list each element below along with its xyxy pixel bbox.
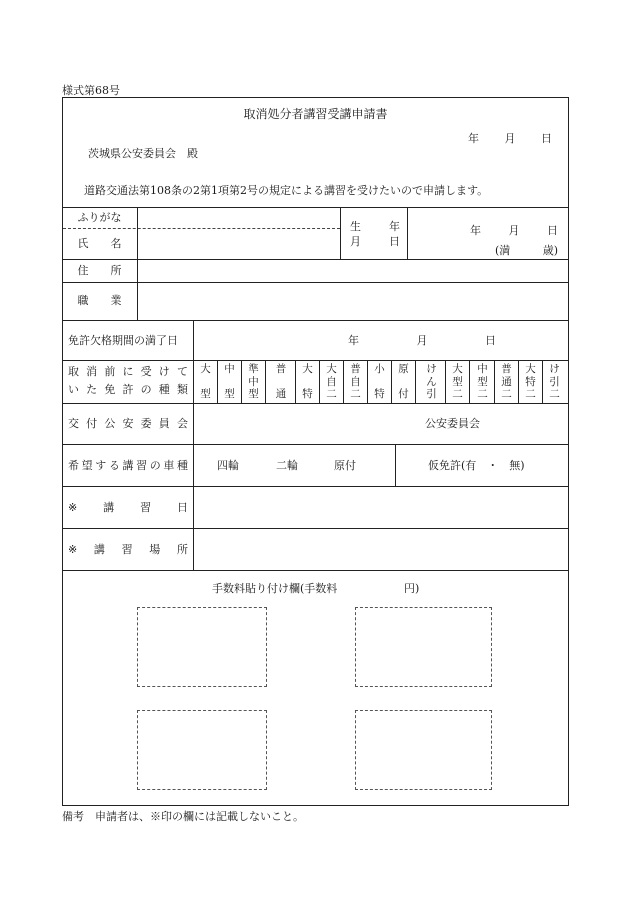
license-type-13[interactable]: 大 特 二 <box>525 363 536 400</box>
stamp-box[interactable] <box>355 710 492 790</box>
form-title: 取消処分者講習受講申請書 <box>243 107 388 121</box>
divider <box>62 403 569 404</box>
birth-year-label: 年 <box>470 224 481 237</box>
addressee: 茨城県公安委員会 殿 <box>88 147 198 160</box>
submission-date[interactable] <box>468 133 552 144</box>
fee-section-title: 手数料貼り付け欄(手数料 <box>212 582 338 595</box>
divider-vertical <box>469 360 470 403</box>
divider-vertical <box>241 360 242 403</box>
divider <box>62 360 569 361</box>
divider-vertical <box>319 360 320 403</box>
license-type-1[interactable]: 中 型 <box>224 363 235 400</box>
address-field[interactable] <box>138 260 568 282</box>
divider <box>62 320 569 321</box>
divider-vertical <box>445 360 446 403</box>
divider-vertical <box>193 320 194 570</box>
license-type-12[interactable]: 普 通 二 <box>501 363 512 400</box>
occupation-field[interactable] <box>138 283 568 320</box>
divider-vertical <box>518 360 519 403</box>
divider-vertical <box>265 360 266 403</box>
license-type-9[interactable]: け ん 引 <box>426 363 437 400</box>
divider-vertical <box>340 207 341 259</box>
license-type-2[interactable]: 準 中 型 <box>248 363 259 400</box>
divider-vertical <box>367 360 368 403</box>
submission-day-label: 日 <box>541 132 552 145</box>
issuing-commission-label: 交 付 公 安 委 員 会 <box>68 417 188 430</box>
occupation-label: 職 業 <box>77 294 122 307</box>
form-number: 様式第68号 <box>62 84 120 97</box>
statement: 道路交通法第108条の2第1項第2号の規定による講習を受けたいので申請します。 <box>84 184 489 197</box>
divider-vertical <box>542 360 543 403</box>
stamp-box[interactable] <box>355 607 492 687</box>
disqualification-end-label: 免許欠格期間の満了日 <box>68 334 178 347</box>
divider-vertical <box>407 207 408 259</box>
desired-vehicle-label: 希 望 す る 講 習 の 車 種 <box>68 459 188 472</box>
lecture-place-field[interactable] <box>195 529 567 569</box>
age-close: 歳) <box>542 244 558 257</box>
license-type-3[interactable]: 普 通 <box>275 363 287 400</box>
address-label: 住 所 <box>77 264 122 277</box>
divider <box>62 444 569 445</box>
disqualification-end-date[interactable]: 年 月 日 <box>348 334 496 347</box>
stamp-box[interactable] <box>137 607 267 687</box>
submission-month-label: 月 <box>504 132 516 145</box>
note: 備考 申請者は、※印の欄には記載しないこと。 <box>62 810 304 823</box>
birth-month-label: 月 <box>508 224 520 237</box>
divider <box>62 570 569 571</box>
age-open: (満 <box>495 244 511 257</box>
fee-section-unit: 円) <box>404 582 420 595</box>
lecture-date-field[interactable] <box>195 487 567 527</box>
age-field[interactable] <box>495 245 558 256</box>
license-type-6[interactable]: 普 自 二 <box>350 363 361 400</box>
license-type-5[interactable]: 大 自 二 <box>326 363 337 400</box>
license-type-8[interactable]: 原 付 <box>398 363 409 400</box>
divider-vertical <box>391 360 392 403</box>
lecture-place-label: ※ 講 習 場 所 <box>68 543 188 556</box>
name-field[interactable] <box>138 229 339 258</box>
lecture-date-label: ※ 講 習 日 <box>68 501 188 514</box>
prior-license-label-line2: い た 免 許 の 種 類 <box>68 383 188 396</box>
prior-license-label-line1: 取 消 前 に 受 け て <box>68 365 188 378</box>
license-type-11[interactable]: 中 型 二 <box>477 363 488 400</box>
vehicle-option-four-wheel[interactable]: 四輪 <box>217 459 239 472</box>
divider-vertical <box>343 360 344 403</box>
name-label: 氏 名 <box>77 237 122 250</box>
issuing-commission-value[interactable]: 公安委員会 <box>425 417 480 430</box>
vehicle-option-moped[interactable]: 原付 <box>334 459 356 472</box>
form-frame <box>62 97 569 806</box>
birth-day-label: 日 <box>547 224 558 237</box>
divider-vertical <box>415 360 416 403</box>
divider-vertical <box>395 444 396 486</box>
divider-vertical <box>494 360 495 403</box>
birth-label-top: 生 年 <box>350 220 400 233</box>
divider-vertical <box>217 360 218 403</box>
divider-vertical <box>295 360 296 403</box>
birth-label-bottom: 月 日 <box>350 235 400 248</box>
birth-date-field[interactable] <box>470 225 558 236</box>
license-type-0[interactable]: 大 型 <box>200 363 211 400</box>
license-type-7[interactable]: 小 特 <box>374 363 385 400</box>
furigana-field[interactable] <box>138 208 339 228</box>
stamp-box[interactable] <box>137 710 267 790</box>
provisional-license-option[interactable]: 仮免許(有 ・ 無) <box>428 459 525 472</box>
submission-year-label: 年 <box>468 132 479 145</box>
license-type-10[interactable]: 大 型 二 <box>452 363 463 400</box>
license-type-4[interactable]: 大 特 <box>302 363 313 400</box>
furigana-label: ふりがな <box>77 211 122 224</box>
vehicle-option-two-wheel[interactable]: 二輪 <box>276 459 298 472</box>
license-type-14[interactable]: け 引 二 <box>549 363 560 400</box>
